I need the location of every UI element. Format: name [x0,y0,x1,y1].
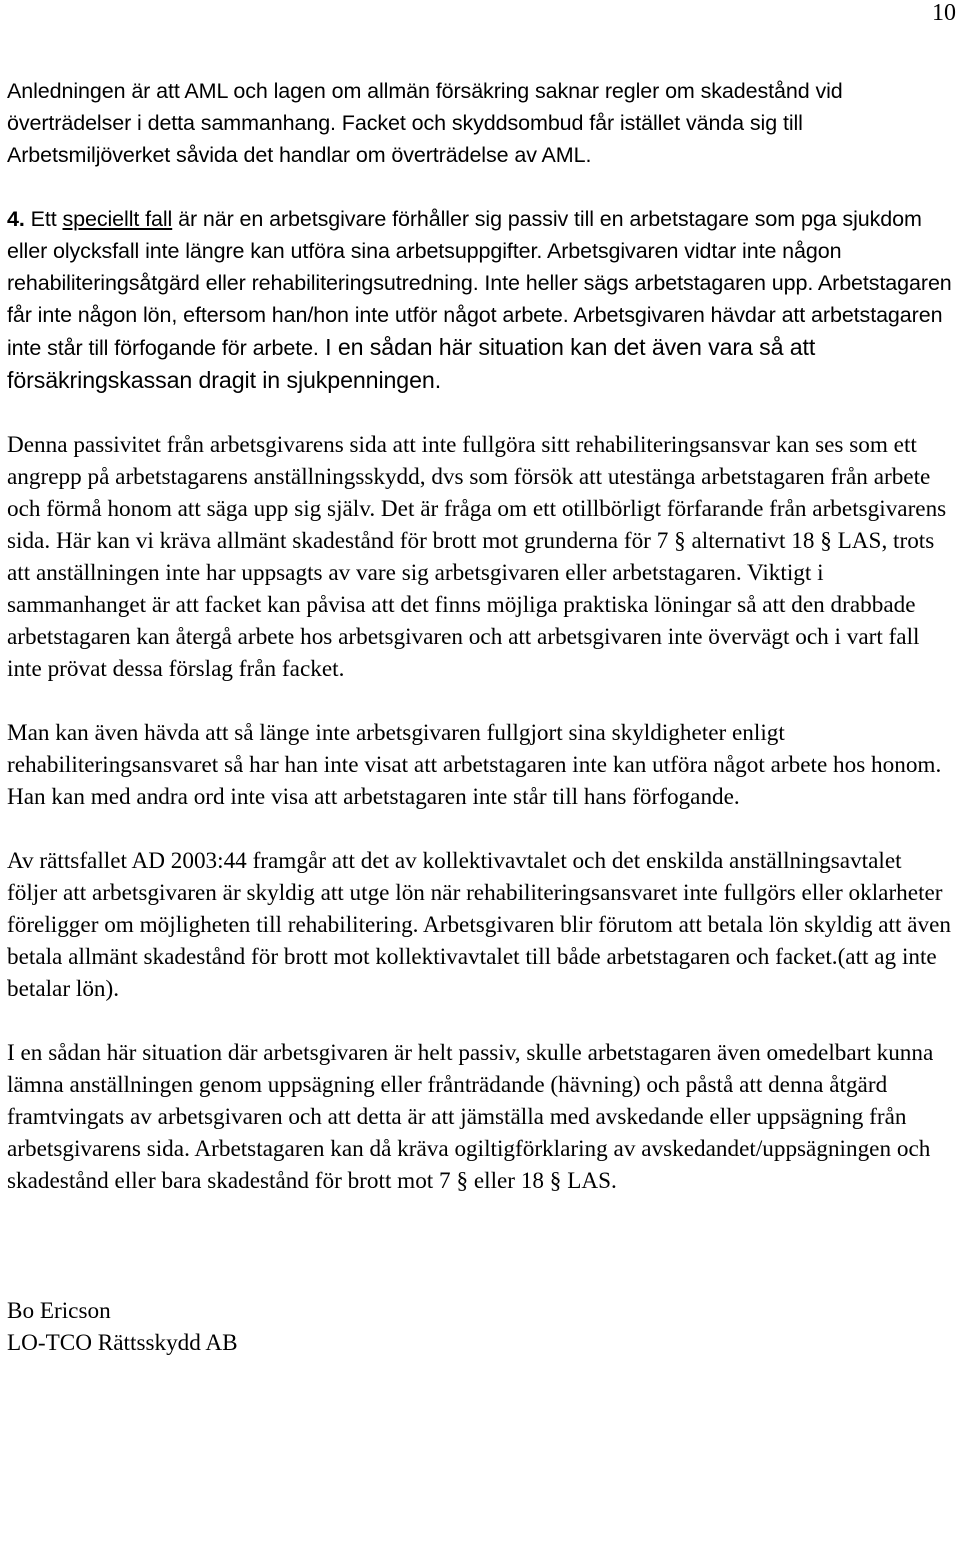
paragraph-termination: I en sådan här situation där arbetsgivaren är helt passiv, skulle arbetstagaren även omedelbart kunna lämna anställningen genom uppsägning eller frånträdande (hävning) och påstå att denna åtgärd framtvingats av arbetsgivaren och att detta är att jämställa med avskedande eller uppsägning från arbetsgivarens sida. Arbetstagaren kan då kräva ogiltigförklaring av avskedandet/uppsägningen och skadestånd eller bara skadestånd för brott mot 7 § eller 18 § LAS. [7,1040,934,1194]
paragraph-obligations: Man kan även hävda att så länge inte arbetsgivaren fullgjort sina skyldigheter enligt rehabiliteringsansvaret så har han inte visat att arbetstagaren inte kan utföra något arbete hos honom. Han kan med andra ord inte visa att arbetstagaren inte står till hans förfogande. [7,720,942,810]
paragraph-case-law: Av rättsfallet AD 2003:44 framgår att det av kollektivavtalet och det enskilda anställningsavtalet följer att arbetsgivaren är skyldig att utge lön när rehabiliteringsansvaret inte fullgörs eller oklarheter föreligger om möjligheten till rehabilitering. Arbetsgivaren blir förutom att betala lön skyldig att även betala allmänt skadestånd för brott mot kollektivavtalet till både arbetstagaren och facket.(att ag inte betalar lön). [7,848,951,1002]
special-case-lead: Ett [30,207,63,231]
paragraph-special-case [7,203,957,397]
signature-org: LO-TCO Rättsskydd AB [7,1330,238,1356]
special-case-tail: I en sådan här situation kan det även vara så att försäkringskassan dragit in sjukpenningen. [7,334,816,393]
paragraph-passivity: Denna passivitet från arbetsgivarens sida att inte fullgöra sitt rehabiliteringsansvar kan ses som ett angrepp på arbetstagarens anställningsskydd, dvs som försök att utestänga arbetstagaren från arbete och förmå honom att säga upp sig själv. Det är fråga om ett otillbörligt förfarande från arbetsgivarens sida. Här kan vi kräva allmänt skadestånd för brott mot grunderna för 7 § alternativt 18 § LAS, trots att anställningen inte har uppsagts av vare sig arbetsgivaren eller arbetstagaren. Viktigt i sammanhanget är att facket kan påvisa att det finns möjliga praktiska löningar så att den drabbade arbetstagaren kan återgå arbete hos arbetsgivaren och att arbetsgivaren inte övervägt och i vart fall inte prövat dessa förslag från facket. [7,432,947,682]
paragraph-aml-note: Anledningen är att AML och lagen om allmän försäkring saknar regler om skadestånd vid överträdelser i detta sammanhang. Facket och skyddsombud får istället vända sig till Arbetsmiljöverket såvida det handlar om överträdelse av AML. [7,79,843,167]
page-number: 10 [932,0,956,26]
section-number: 4. [7,207,25,231]
signature-name: Bo Ericson [7,1298,111,1324]
special-case-text: är när en arbetsgivare förhåller sig passiv till en arbetstagare som pga sjukdom eller olycksfall inte längre kan utföra sina arbetsuppgifter. Arbetsgivaren vidtar inte någon rehabiliteringsåtgärd eller rehabiliteringsutredning. Inte heller sägs arbetstagaren upp. Arbetstagaren får inte någon lön, eftersom han/hon inte utför något arbete. Arbetsgivaren hävdar att arbetstagaren inte står till förfogande för arbete. [7,207,952,360]
document-body [7,75,957,1359]
special-case-underlined: speciellt fall [62,207,173,231]
